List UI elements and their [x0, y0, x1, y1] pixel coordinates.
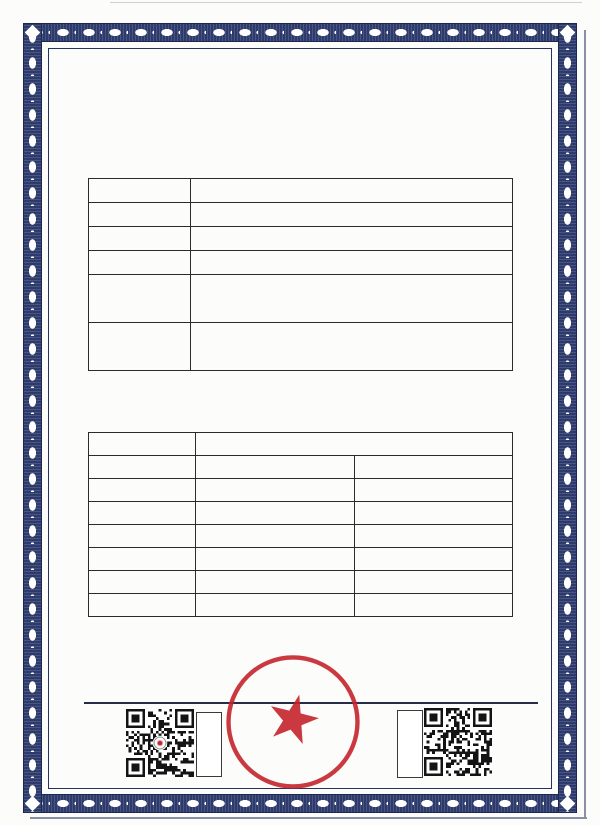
row-value	[191, 227, 513, 251]
cell-item	[196, 548, 355, 571]
table-row	[89, 323, 513, 371]
row-label	[89, 179, 191, 203]
table-row	[89, 479, 513, 502]
column-header-result	[354, 456, 513, 479]
cell-result	[354, 525, 513, 548]
border-band-left	[24, 24, 41, 812]
table-row	[89, 502, 513, 525]
border-band-right	[559, 24, 576, 812]
row-label	[89, 275, 191, 323]
border-band-top	[24, 24, 576, 41]
qr-label-certificate-lookup	[397, 710, 423, 778]
table-row	[89, 594, 513, 617]
cell-result	[354, 571, 513, 594]
row-value	[191, 275, 513, 323]
cell-no	[89, 548, 196, 571]
table-header-row	[89, 456, 513, 479]
table-row	[89, 525, 513, 548]
cell-no	[89, 502, 196, 525]
table-row	[89, 571, 513, 594]
row-value	[191, 179, 513, 203]
cell-item	[196, 525, 355, 548]
cell-item	[196, 571, 355, 594]
red-company-seal	[215, 645, 371, 801]
table-row	[89, 275, 513, 323]
basis-label	[89, 433, 196, 456]
row-label	[89, 323, 191, 371]
row-label	[89, 203, 191, 227]
cell-result	[354, 479, 513, 502]
column-header-item	[196, 456, 355, 479]
cell-item	[196, 594, 355, 617]
wechat-qr-code	[126, 709, 194, 777]
table-row	[89, 251, 513, 275]
table-row	[89, 227, 513, 251]
table-row	[89, 548, 513, 571]
cell-no	[89, 571, 196, 594]
cell-result	[354, 594, 513, 617]
page-shadow-bottom	[30, 817, 587, 819]
row-value	[191, 251, 513, 275]
cell-no	[89, 594, 196, 617]
cell-result	[354, 502, 513, 525]
certificate-query-qr-code	[424, 708, 492, 776]
sampling-inspection-table	[88, 432, 513, 617]
seal-star-icon	[264, 689, 323, 747]
basis-value	[196, 433, 513, 456]
cell-no	[89, 525, 196, 548]
row-label	[89, 227, 191, 251]
table-row	[89, 203, 513, 227]
cell-item	[196, 502, 355, 525]
column-header-no	[89, 456, 196, 479]
scan-artifact-line	[110, 2, 582, 3]
cell-result	[354, 548, 513, 571]
row-label	[89, 251, 191, 275]
factory-inspection-table	[88, 178, 513, 371]
page-shadow-right	[584, 30, 586, 819]
table-row	[89, 179, 513, 203]
row-value	[191, 323, 513, 371]
cell-item	[196, 479, 355, 502]
row-value	[191, 203, 513, 227]
cell-no	[89, 479, 196, 502]
table-row-basis	[89, 433, 513, 456]
